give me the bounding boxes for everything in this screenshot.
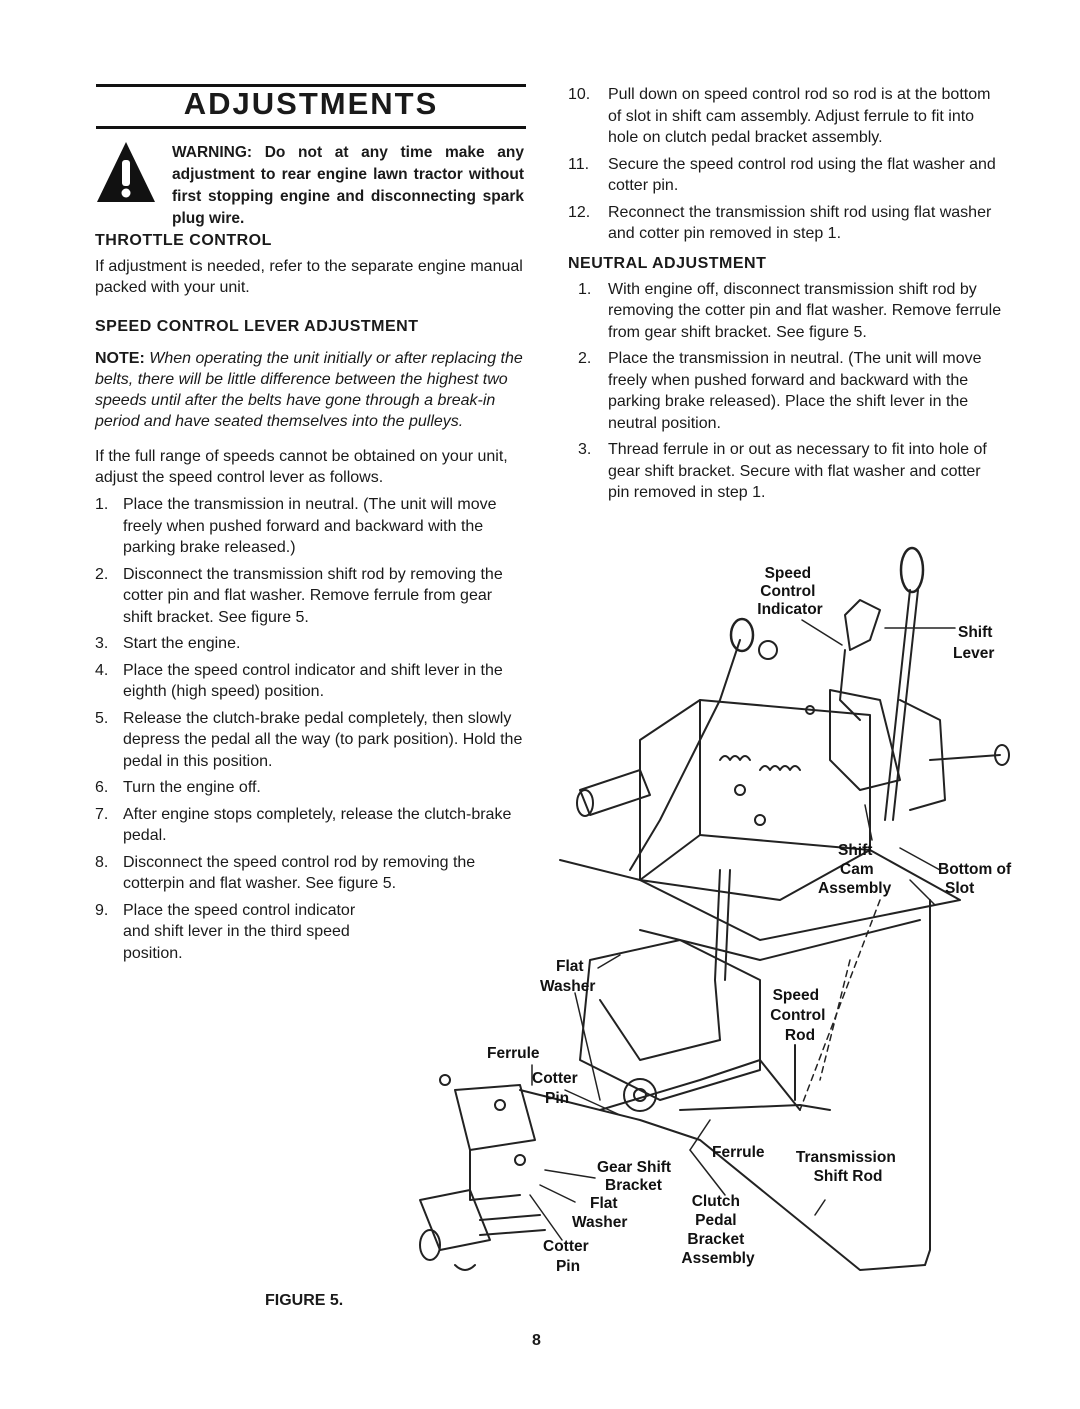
label-transmission-shift-rod: Transmission Shift Rod [795,1149,896,1185]
figure-5-diagram [410,540,1030,1280]
note-paragraph [95,348,525,432]
label-shift-lever: Shift Lever [953,624,995,662]
list-item: 2. Place the transmission in neutral. (The unit will move freely when pushed forward and backward with the parking brake released). Place the shift lever in the neutral position. [578,350,982,432]
speed-handle-rod [630,640,740,870]
speed-control-intro: If the full range of speeds cannot be obtained on your unit, adjust the speed control lever as follows. [95,448,508,486]
list-item: 5. Release the clutch-brake pedal completely, then slowly depress the pedal all the way (to park position). Hold the pedal in this position. [95,709,523,770]
speed-control-heading: SPEED CONTROL LEVER ADJUSTMENT [95,318,419,335]
list-item: 2. Disconnect the transmission shift rod by removing the cotter pin and flat washer. Remove ferrule from gear shift bracket. See figure 5. [95,565,503,626]
list-item: 7. After engine stops completely, release the clutch-brake pedal. [95,805,512,844]
list-item: 3. Start the engine. [95,635,241,652]
label-shift-cam-assembly: Shift Cam Assembly [818,842,892,897]
label-cotter-pin-top: Cotter Pin [532,1070,578,1107]
list-item: 4. Place the speed control indicator and shift lever in the eighth (high speed) position. [95,661,503,700]
label-gear-shift-bracket: Gear Shift Bracket [597,1159,672,1194]
list-item: 12. Reconnect the transmission shift rod using flat washer and cotter pin removed in step 1. [568,203,992,242]
list-item: 1. With engine off, disconnect transmission shift rod by removing the cotter pin and flat washer. Remove ferrule from gear shift bracket. See figure 5. [578,280,1002,341]
note-text: When operating the unit initially or after replacing the belts, there will be little difference between the highest two speeds until after the belts have gone through a break-in period and have seated themselves into the pulleys. [95,350,523,430]
clutch-pedal-bracket [580,940,760,1100]
page-number: 8 [532,1332,541,1349]
label-flat-washer-bottom: Flat Washer [572,1195,628,1231]
label-speed-control-indicator: Speed Control Indicator [757,565,823,618]
label-bottom-of-slot: Bottom of Slot [938,861,1012,897]
warning-icon [95,140,157,206]
gear-shift-bracket [455,1085,535,1150]
throttle-text: If adjustment is needed, refer to the separate engine manual packed with your unit. [95,258,523,296]
label-speed-control-rod: Speed Control Rod [770,987,826,1044]
label-cotter-pin-bottom: Cotter Pin [543,1238,589,1275]
list-item: 11. Secure the speed control rod using the flat washer and cotter pin. [568,155,996,194]
list-item: 10. Pull down on speed control rod so rod is at the bottom of slot in shift cam assembly. Adjust ferrule to fit into hole on clutch pedal bracket assembly. [568,86,991,146]
list-item: 3. Thread ferrule in or out as necessary to fit into hole of gear shift bracket. Secure with flat washer and cotter pin removed in step 1. [578,441,987,501]
speed-control-rod [680,1105,830,1110]
neutral-heading: NEUTRAL ADJUSTMENT [568,254,767,272]
list-item: 9. Place the speed control indicator and shift lever in the third speed position. [95,901,356,962]
list-item: 1. Place the transmission in neutral. (The unit will move freely when pushed forward and backward with the parking brake released.) [95,496,497,556]
throttle-heading: THROTTLE CONTROL [95,232,272,249]
speed-control-steps-continued [568,84,1006,245]
title-rule-bottom [96,126,526,129]
label-clutch-pedal-bracket: Clutch Pedal Bracket Assembly [681,1193,755,1267]
right-column [568,84,1006,509]
label-ferrule-left: Ferrule [487,1045,540,1062]
list-item: 6. Turn the engine off. [95,779,261,796]
warning-text: WARNING: Do not at any time make any adjustment to rear engine lawn tractor without first stopping engine and disconnecting spark plug wire. [172,144,524,227]
label-ferrule-right: Ferrule [712,1144,765,1161]
neutral-steps [568,279,1006,504]
page-title: ADJUSTMENTS [183,86,439,121]
label-flat-washer-top: Flat Washer [540,958,596,995]
list-item: 8. Disconnect the speed control rod by removing the cotterpin and flat washer. See figure 5. [95,853,476,892]
figure-caption: FIGURE 5. [265,1292,344,1309]
note-label: NOTE: [95,350,145,367]
